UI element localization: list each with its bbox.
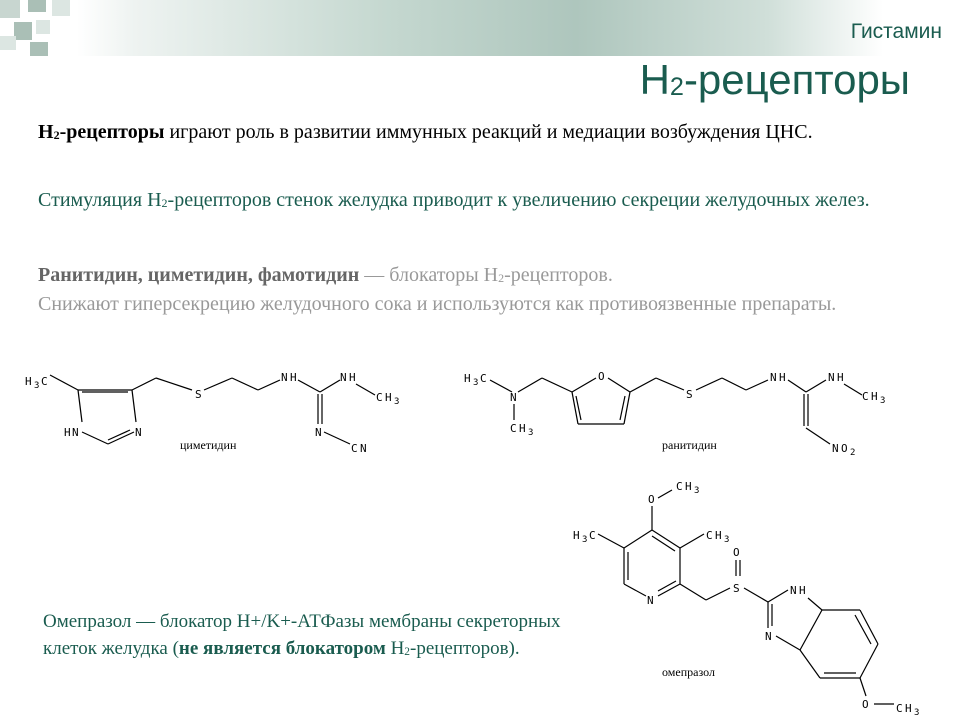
svg-text:2: 2 [850,448,856,458]
svg-text:O: O [648,493,655,506]
svg-text:3: 3 [582,535,588,545]
svg-text:C: C [376,391,383,404]
svg-text:S: S [195,388,202,401]
svg-text:H: H [349,371,356,384]
svg-text:H: H [799,584,806,597]
svg-text:3: 3 [880,396,886,406]
svg-text:N: N [647,594,654,607]
svg-text:3: 3 [473,378,479,388]
svg-text:N: N [832,442,839,455]
svg-text:N: N [828,371,835,384]
svg-text:циметидин: циметидин [180,438,237,452]
svg-text:3: 3 [394,397,400,407]
svg-text:N: N [281,371,288,384]
svg-text:C: C [862,390,869,403]
paragraph-stimulation: Стимуляция $H_2$-рецепторов стенок желудка приводит к увеличению секреции желудочных желез. [38,189,870,211]
svg-text:3: 3 [724,535,730,545]
cimetidine-structure [25,371,399,455]
svg-text:O: O [598,370,605,383]
svg-text:H: H [464,372,471,385]
svg-text:N: N [360,442,367,455]
svg-text:H: H [64,426,71,439]
svg-text:C: C [351,442,358,455]
svg-text:C: C [706,529,713,542]
svg-text:3: 3 [694,486,700,496]
svg-text:S: S [686,388,693,401]
svg-text:H: H [25,375,32,388]
svg-text:N: N [315,426,322,439]
svg-text:C: C [896,702,903,715]
svg-text:H: H [905,702,912,715]
page-title: $H_2$-рецепторы [639,56,910,103]
svg-text:H: H [573,529,580,542]
ranitidine-structure [464,370,885,458]
svg-text:N: N [340,371,347,384]
svg-text:O: O [733,546,740,559]
svg-text:3: 3 [528,428,534,438]
paragraph-h2-role: $H_2$-рецепторы играют роль в развитии иммунных реакций и медиации возбуждения ЦНС. [38,121,813,143]
svg-text:3: 3 [914,708,920,718]
svg-text:N: N [790,584,797,597]
svg-text:C: C [41,375,48,388]
svg-text:H: H [519,422,526,435]
svg-text:C: C [676,480,683,493]
svg-text:омепразол: омепразол [662,665,715,679]
svg-text:N: N [770,371,777,384]
svg-text:H: H [779,371,786,384]
svg-text:O: O [862,698,869,711]
svg-text:C: C [480,372,487,385]
svg-text:H: H [290,371,297,384]
section-label: Гистамин [850,20,942,43]
svg-text:H: H [871,390,878,403]
omeprazole-structure [573,480,919,718]
paragraph-omeprazole: Омепразол — блокатор H+/K+-АТФазы мембраны секреторных клеток желудка (не является блокатором $H_2-рецепторов$). [43,611,561,659]
svg-text:C: C [510,422,517,435]
svg-text:H: H [715,529,722,542]
svg-text:C: C [589,529,596,542]
svg-text:H: H [837,371,844,384]
svg-text:N: N [765,630,772,643]
svg-text:N: N [72,426,79,439]
svg-text:O: O [841,442,848,455]
paragraph-blockers: Ранитидин, циметидин, фамотидин — блокаторы $H_2$-рецепторов. Снижают гиперсекрецию желудочного сока и используются как противоязвенные препараты. [38,264,837,315]
svg-text:H: H [385,391,392,404]
svg-text:S: S [733,582,740,595]
svg-text:H: H [685,480,692,493]
svg-text:3: 3 [34,381,40,391]
svg-text:ранитидин: ранитидин [662,438,717,452]
svg-text:N: N [135,426,142,439]
svg-text:N: N [510,391,517,404]
